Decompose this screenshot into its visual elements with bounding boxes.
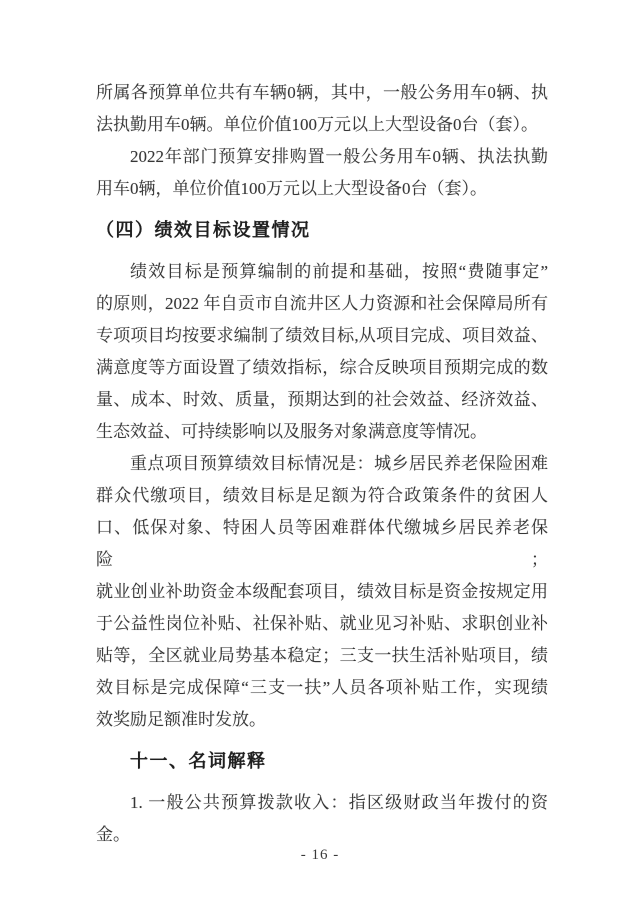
text-line: 2022年部门预算安排购置一般公务用车0辆、执法执勤	[130, 147, 548, 166]
text-line: 金。	[96, 825, 130, 844]
text-line: 于公益性岗位补贴、社保补贴、就业见习补贴、求职创业补	[96, 614, 548, 633]
text-line: 1. 一般公共预算拨款收入：指区级财政当年拨付的资	[130, 793, 548, 812]
text-line: 用车0辆，单位价值100万元以上大型设备0台（套）。	[96, 179, 487, 198]
paragraph	[96, 256, 548, 448]
document-content	[96, 77, 548, 851]
paragraph	[96, 141, 548, 205]
text-line: 生态效益、可持续影响以及服务对象满意度等情况。	[96, 422, 487, 441]
paragraph	[96, 448, 548, 736]
text-line: 就业创业补助资金本级配套项目，绩效目标是资金按规定用	[96, 582, 548, 601]
paragraph	[96, 77, 548, 141]
text-line: 重点项目预算绩效目标情况是：城乡居民养老保险困难	[130, 454, 548, 473]
section-heading: （四）绩效目标设置情况	[96, 220, 311, 240]
text-line: 量、成本、时效、质量，预期达到的社会效益、经济效益、	[96, 390, 548, 409]
section-heading: 十一、名词解释	[130, 751, 267, 771]
text-line: 专项项目均按要求编制了绩效目标,从项目完成、项目效益、	[96, 326, 548, 345]
text-line: 口、低保对象、特困人员等困难群体代缴城乡居民养老保险；	[96, 518, 548, 569]
text-line: 绩效目标是预算编制的前提和基础，按照“费随事定”	[130, 262, 548, 281]
text-line: 效奖励足额准时发放。	[96, 710, 266, 729]
text-line: 贴等，全区就业局势基本稳定；三支一扶生活补贴项目，绩	[96, 646, 548, 665]
paragraph	[96, 787, 548, 851]
text-line: 的原则，2022 年自贡市自流井区人力资源和社会保障局所有	[96, 294, 548, 313]
text-line: 所属各预算单位共有车辆0辆，其中，一般公务用车0辆、执	[96, 83, 548, 102]
page-number: - 16 -	[300, 847, 340, 863]
text-line: 群众代缴项目，绩效目标是足额为符合政策条件的贫困人	[96, 486, 548, 505]
text-line: 法执勤用车0辆。单位价值100万元以上大型设备0台（套）。	[96, 115, 538, 134]
text-line: 满意度等方面设置了绩效指标，综合反映项目预期完成的数	[96, 358, 548, 377]
text-line: 效目标是完成保障“三支一扶”人员各项补贴工作，实现绩	[96, 678, 548, 697]
